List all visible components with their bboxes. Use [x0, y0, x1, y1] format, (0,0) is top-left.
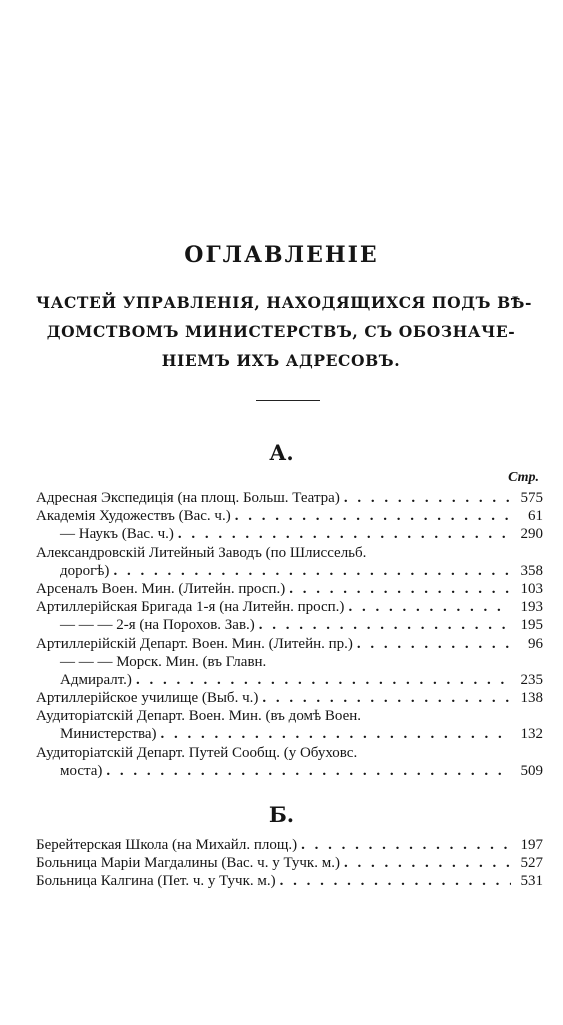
entry-text: Адмиралт.): [60, 671, 132, 688]
page-column-header: Стр.: [508, 470, 539, 485]
dot-leader: [285, 580, 511, 598]
entry-page-number: 235: [520, 671, 543, 688]
entry-text: Адресная Экспедиція (на площ. Больш. Театра): [36, 490, 340, 506]
toc-entry: [36, 744, 543, 762]
toc-entry: [36, 525, 543, 543]
title-divider: [256, 400, 320, 401]
entry-text: Министерства): [60, 726, 157, 743]
dot-leader: [340, 489, 511, 507]
toc-entry: [36, 872, 543, 890]
subtitle-line: ДОМСТВОМЪ МИНИСТЕРСТВЪ, СЪ ОБОЗНАЧЕ-: [46, 322, 516, 341]
toc-entry: [36, 507, 543, 525]
entry-page-number: 103: [520, 580, 543, 597]
entry-page-number: 509: [520, 762, 543, 779]
entry-text: Аудиторіатскій Департ. Путей Сообщ. (у Обуховс.: [36, 744, 358, 761]
entry-page-number: 132: [520, 726, 543, 743]
section-a-entries: [36, 489, 543, 780]
entry-page-number: 96: [528, 635, 543, 652]
toc-entry: [36, 635, 543, 653]
entry-text: Артиллерійская Бригада 1-я (на Литейн. просп.): [36, 599, 345, 616]
entry-page-number: 531: [520, 873, 543, 890]
toc-entry: [36, 562, 543, 580]
entry-text: Александровскій Литейный Заводъ (по Шлиссельб.: [36, 544, 367, 561]
entry-text: Аудиторіатскій Департ. Воен. Мин. (въ домѣ Воен.: [36, 708, 362, 725]
section-heading-b: Б.: [268, 802, 295, 827]
dot-leader: [340, 854, 511, 872]
toc-entry: [36, 762, 543, 780]
toc-entry: [36, 544, 543, 562]
subtitle-line: ЧАСТЕЙ УПРАВЛЕНІЯ, НАХОДЯЩИХСЯ ПОДЪ ВѢ-: [36, 293, 533, 312]
subtitle-line: НІЕМЪ ИХЪ АДРЕСОВЪ.: [161, 351, 401, 370]
dot-leader: [353, 635, 511, 653]
toc-entry: [36, 854, 543, 872]
dot-leader: [258, 689, 511, 707]
section-heading-a: А.: [269, 440, 294, 465]
entry-page-number: 195: [520, 617, 543, 634]
entry-page-number: 358: [520, 562, 543, 579]
dot-leader: [297, 836, 511, 854]
page-title: ОГЛАВЛЕНІЕ: [184, 242, 379, 268]
entry-page-number: 193: [520, 599, 543, 616]
dot-leader: [109, 562, 511, 580]
entry-page-number: 575: [520, 490, 543, 506]
entry-text: Артиллерійское училище (Выб. ч.): [36, 690, 259, 707]
toc-entry: [36, 580, 543, 598]
page-subtitle: [36, 288, 533, 375]
dot-leader: [344, 598, 511, 616]
dot-leader: [132, 671, 511, 689]
toc-entry: [36, 598, 543, 616]
entry-text: Арсеналъ Воен. Мин. (Литейн. просп.): [36, 580, 286, 597]
entry-text: дорогѣ): [60, 562, 110, 579]
toc-entry: [36, 671, 543, 689]
entry-text: Больница Маріи Магдалины (Вас. ч. у Тучк. м.): [36, 855, 340, 872]
dot-leader: [102, 762, 511, 780]
toc-entry: [36, 489, 543, 507]
entry-page-number: 527: [520, 855, 543, 872]
entry-text: — — — Морск. Мин. (въ Главн.: [60, 653, 267, 670]
dot-leader: [157, 725, 511, 743]
entry-text: Больница Калгина (Пет. ч. у Тучк. м.): [36, 873, 276, 890]
toc-entry: [36, 725, 543, 743]
dot-leader: [231, 507, 511, 525]
entry-text: — — — 2-я (на Порохов. Зав.): [60, 617, 255, 634]
entry-text: Берейтерская Школа (на Михайл. площ.): [36, 837, 298, 853]
entry-text: — Наукъ (Вас. ч.): [60, 526, 174, 543]
section-b-entries: [36, 836, 543, 891]
entry-text: Академія Художествъ (Вас. ч.): [36, 508, 231, 525]
dot-leader: [276, 872, 511, 890]
entry-page-number: 290: [520, 526, 543, 543]
entry-text: моста): [60, 762, 103, 779]
toc-entry: [36, 616, 543, 634]
entry-page-number: 138: [520, 690, 543, 707]
entry-page-number: 61: [528, 508, 543, 525]
entry-text: Артиллерійскій Департ. Воен. Мин. (Литейн. пр.): [36, 635, 353, 652]
toc-entry: [36, 689, 543, 707]
toc-entry: [36, 707, 543, 725]
toc-entry: [36, 653, 543, 671]
entry-page-number: 197: [520, 837, 543, 853]
dot-leader: [255, 616, 511, 634]
dot-leader: [174, 525, 511, 543]
toc-entry: [36, 836, 543, 854]
